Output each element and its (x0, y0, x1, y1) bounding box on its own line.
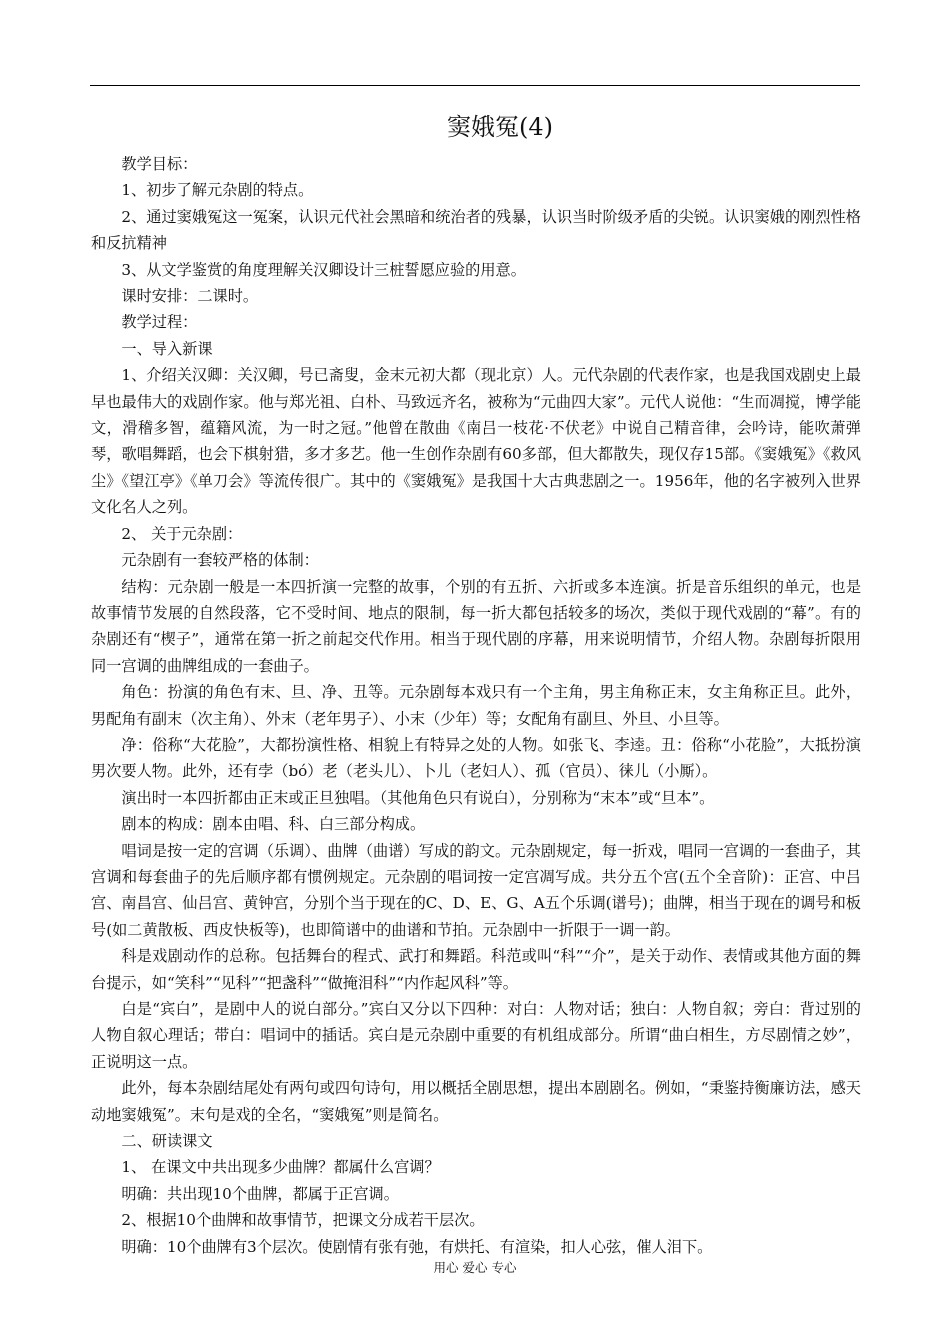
page-footer: 用心 爱心 专心 (433, 1260, 517, 1275)
paragraph-script-composition: 剧本的构成：剧本由唱、科、白三部分构成。 (121, 815, 426, 834)
paragraph-question-1: 1、 在课文中共出现多少曲牌？都属什么宫调？ (121, 1158, 440, 1177)
paragraph-guan-hanqing: 1、介绍关汉卿：关汉卿，号已斋叟，金末元初大都（现北京）人。元代杂剧的代表作家，也是我国戏剧史上最早也最伟大的戏剧作家。他与郑光祖、白朴、马致远齐名，被称为“元曲四大家”。元代人说他：“生而凋搅，博学能文，滑稽多智，蕴籍风流，为一时之冠。”他曾在散曲《南吕一枝花·不伏老》中说自己精音律，会吟诗，能吹萧弹琴，歌唱舞蹈，也会下棋射猎，多才多艺。他一生创作杂剧有60多部，但大都散失，现仅存15部。《窦娥冤》《救风尘》《望江亭》《单刀会》等流传很广。其中的《窦娥冤》是我国十大古典悲剧之一。1956年，他的名字被列入世界文化名人之列。 (91, 366, 861, 517)
paragraph-zaju-system: 元杂剧有一套较严格的体制： (121, 551, 319, 570)
paragraph-objective-2: 2、通过窦娥冤这一冤案，认识元代社会黑暗和统治者的残暴，认识当时阶级矛盾的尖锐。认识窦娥的刚烈性格和反抗精神 (91, 207, 861, 253)
paragraph-objectives-heading: 教学目标： (121, 155, 198, 173)
section-heading-intro: 一、导入新课 (121, 339, 213, 358)
document-body (91, 151, 861, 1260)
paragraph-answer-2: 明确：10个曲牌有3个层次。使剧情有张有弛，有烘托、有渲染，扣人心弦，催人泪下。 (121, 1237, 713, 1256)
paragraph-roles: 角色：扮演的角色有末、旦、净、丑等。元杂剧每本戏只有一个主角，男主角称正末，女主角称正旦。此外，男配角有副末（次主角）、外末（老年男子）、小末（少年）等；女配角有副旦、外旦、小旦等。 (91, 683, 861, 728)
paragraph-jing-chou: 净：俗称“大花脸”，大都扮演性格、相貌上有特异之处的人物。如张飞、李逵。丑：俗称“小花脸”，大抵扮演男次要人物。此外，还有孛（bó）老（老头儿）、卜儿（老妇人）、孤（官员）、徕儿（小厮）。 (91, 735, 861, 781)
section-heading-reading: 二、研读课文 (121, 1132, 213, 1151)
paragraph-process-heading: 教学过程： (121, 313, 198, 332)
paragraph-zaju-heading: 2、 关于元杂剧： (121, 524, 243, 543)
paragraph-lyrics: 唱词是按一定的宫调（乐调）、曲牌（曲谱）写成的韵文。元杂剧规定，每一折戏，唱同一宫调的一套曲子，其宫调和每套曲子的先后顺序都有惯例规定。元杂剧的唱词按一定宫凋写成。共分五个宫(五个全音阶)：正宫、中吕宫、南昌宫、仙吕宫、黄钟宫，分别个当于现在的C、D、E、G、A五个乐调(谱号)；曲牌，相当于现在的调号和板号(如二黄散板、西皮快板等)，也即简谱中的曲谱和节拍。元杂剧中一折限于一调一韵。 (91, 841, 861, 939)
paragraph-answer-1: 明确：共出现10个曲牌，都属于正宫调。 (121, 1184, 399, 1203)
paragraph-schedule: 课时安排：二课时。 (121, 287, 259, 306)
header-rule (90, 85, 860, 86)
paragraph-ending: 此外，每本杂剧结尾处有两句或四句诗句，用以概括全剧思想，提出本剧剧名。例如，“秉鉴持衡廉访法，感天动地窦娥冤”。末句是戏的全名，“窦娥冤”则是简名。 (91, 1079, 861, 1124)
paragraph-structure: 结构：元杂剧一般是一本四折演一完整的故事，个别的有五折、六折或多本连演。折是音乐组织的单元，也是故事情节发展的自然段落，它不受时间、地点的限制，每一折大都包括较多的场次，类似于现代戏剧的“幕”。有的杂剧还有“楔子”，通常在第一折之前起交代作用。相当于现代剧的序幕，用来说明情节，介绍人物。杂剧每折限用同一宫调的曲牌组成的一套曲子。 (91, 577, 861, 675)
paragraph-performance: 演出时一本四折都由正末或正旦独唱。（其他角色只有说白），分别称为“末本”或“旦本”。 (121, 788, 715, 807)
paragraph-ke: 科是戏剧动作的总称。包括舞台的程式、武打和舞蹈。科范或叫“科”“介”，是关于动作、表情或其他方面的舞台提示，如“笑科”“见科”“把盏科”“做掩泪科”“内作起风科”等。 (91, 947, 861, 992)
paragraph-bai: 白是“宾白”，是剧中人的说白部分。”宾白又分以下四种：对白：人物对话；独白：人物自叙；旁白：背过别的人物自叙心理话；带白：唱词中的插话。宾白是元杂剧中重要的有机组成部分。所谓“曲白相生，方尽剧情之妙”，正说明这一点。 (91, 1000, 861, 1071)
paragraph-question-2: 2、根据10个曲牌和故事情节，把课文分成若干层次。 (121, 1211, 485, 1230)
paragraph-objective-3: 3、从文学鉴赏的角度理解关汉卿设计三桩誓愿应验的用意。 (121, 260, 526, 279)
page-title: 窦娥冤(4) (447, 113, 553, 141)
paragraph-objective-1: 1、初步了解元杂剧的特点。 (121, 181, 314, 200)
